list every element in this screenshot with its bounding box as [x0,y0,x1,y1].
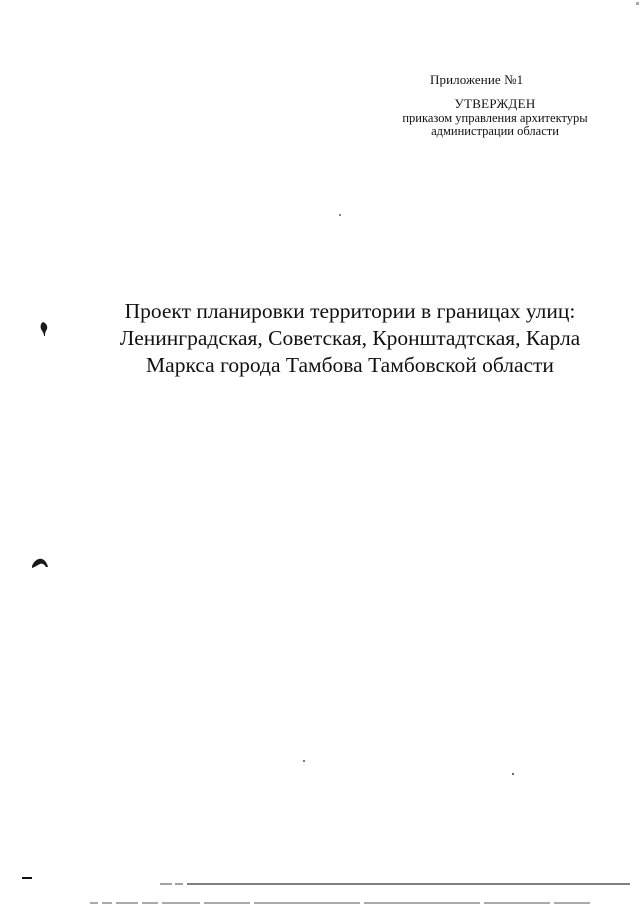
scan-speck [636,2,639,5]
scan-speck [512,773,514,775]
approved-by-line-2: администрации области [431,124,559,138]
document-title [100,298,600,379]
scan-blot-icon [22,876,32,880]
approved-by-line-1: приказом управления архитектуры [402,111,588,125]
approved-heading: УТВЕРЖДЕН [454,96,536,111]
scan-blot-icon [40,322,48,336]
title-line-3: Маркса города Тамбова Тамбовской области [146,353,554,377]
scan-speck [303,760,305,762]
approval-stamp-block [370,72,620,138]
title-line-2: Ленинградская, Советская, Кронштадтская, Карла [119,326,581,350]
appendix-label: Приложение №1 [430,72,524,87]
scan-speck [339,214,341,216]
title-line-1: Проект планировки территории в границах улиц: [124,299,576,323]
scan-blot-icon [32,558,48,568]
scan-bottom-lines [60,878,630,905]
